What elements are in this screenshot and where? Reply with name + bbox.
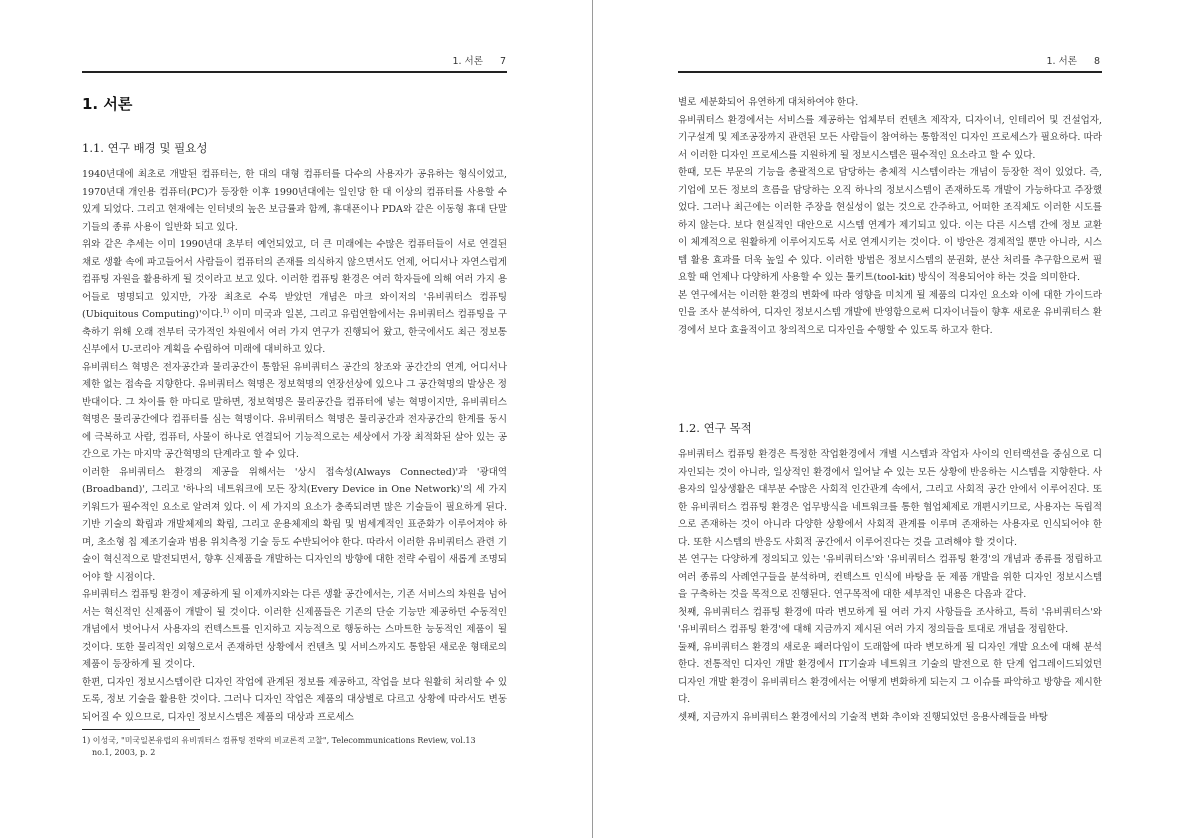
- paragraph-text: 위와 같은 추세는 이미 1990년대 초부터 예언되었고, 더 큰 미래에는 수많은 컴퓨터들이 서로 연결된 채로 생활 속에 파고들어서 사람들이 컴퓨터의 존재를 의식하지 않으면서도 언제, 어디서나 자연스럽게 컴퓨팅 자원을 활용하게 될 것이라고 보고 있다. 이러한 컴퓨팅 환경은 여러 학자들에 의해 여러 가지 용어들로 명명되고 있지만, 가장 최초로 수록 받았던 개념은 마크 와이저의 '유비쿼터스 컴퓨팅(Ubiquitous Computing)'이다.: [82, 239, 507, 320]
- page-number: 7: [499, 56, 506, 67]
- header-rule: [678, 71, 1102, 73]
- paragraph: 본 연구에서는 이러한 환경의 변화에 따라 영향을 미치게 될 제품의 디자인 요소와 이에 대한 가이드라인을 조사 분석하여, 디자인 정보시스템 개발에 반영함으로써 디자이너들이 향후 새로운 유비쿼터스 환경에서 보다 효율적이고 창의적으로 디자인을 수행할 수 있도록 하고자 한다.: [678, 289, 1102, 336]
- paragraph: 셋째, 지금까지 유비쿼터스 환경에서의 기술적 변화 추이와 진행되었던 응용사례들을 바탕: [678, 711, 1048, 723]
- page-number: 8: [1093, 56, 1100, 67]
- chapter-title: 1. 서론: [82, 95, 133, 113]
- paragraph: 1940년대에 최초로 개발된 컴퓨터는, 한 대의 대형 컴퓨터를 다수의 사용자가 공유하는 형식이었고, 1970년대 개인용 컴퓨터(PC)가 등장한 이후 1990년대에는 일인당 한 대 이상의 컴퓨터를 사용할 수 있게 되었다. 그리고 현재에는 인터넷의 높은 보급률과 함께, 휴대폰이나 PDA와 같은 이동형 휴대 단말기들의 종류 사용이 일반화 되고 있다.: [82, 169, 507, 233]
- left-page: [0, 0, 592, 838]
- paragraph: 유비쿼터스 혁명은 전자공간과 물리공간이 통합된 유비쿼터스 공간의 창조와 공간간의 연계, 어디서나 제한 없는 접속을 지향한다. 유비쿼터스 혁명은 정보혁명의 연장선상에 있으나 그 공간혁명의 발상은 정반대이다. 그 차이를 한 마디로 말하면, 정보혁명은 물리공간을 컴퓨터에 넣는 혁명이지만, 유비쿼터스 혁명은 물리공간에다 컴퓨터를 심는 혁명이다. 유비쿼터스 혁명은 물리공간과 전자공간의 한계를 동시에 극복하고 사람, 컴퓨터, 사물이 하나로 연결되어 기능적으로는 세상에서 가장 최적화된 살아 있는 공간으로 가는 마지막 공간혁명의 단계라고 할 수 있다.: [82, 361, 507, 460]
- footnote-reference[interactable]: 1): [222, 307, 230, 315]
- paragraph: 첫째, 유비쿼터스 컴퓨팅 환경에 따라 변모하게 될 여러 가지 사항들을 조사하고, 특히 '유비쿼터스'와 '유비쿼터스 컴퓨팅 환경'에 대해 지금까지 제시된 여러 가지 정의들을 토대로 개념을 정립한다.: [678, 606, 1102, 635]
- section-title: 1.1. 연구 배경 및 필요성: [82, 141, 208, 155]
- right-page: [594, 0, 1186, 838]
- running-head: [1046, 53, 1100, 67]
- paragraph: 유비쿼터스 컴퓨팅 환경은 특정한 작업환경에서 개별 시스템과 작업자 사이의 인터랙션을 중심으로 디자인되는 것이 아니라, 일상적인 환경에서 일어날 수 있는 모든 상황에 반응하는 시스템을 지향한다. 사용자의 일상생활은 대부분 수많은 사회적 인간관계 속에서, 그리고 사회적 공간 안에서 이루어진다. 또한 유비쿼터스 컴퓨팅 환경은 업무방식을 네트워크를 통한 협업체제로 개편시키므로, 사용자는 독립적으로 존재하는 것이 아니라 다양한 상황에서 사회적 관계를 이루며 존재하는 사용자로 인식되어야 한다. 또한 시스템의 반응도 사회적 공간에서 이루어진다는 것을 고려해야 할 것이다.: [678, 449, 1102, 548]
- footnote-line: 1) 이성국, "미국일본유럽의 유비쿼터스 컴퓨팅 전략의 비교론적 고찰", Telecommunications Review, vol.13: [82, 736, 476, 745]
- page-gutter: [592, 0, 593, 838]
- paragraph: 유비쿼터스 컴퓨팅 환경이 제공하게 될 이제까지와는 다른 생활 공간에서는, 기존 서비스의 차원을 넘어서는 혁신적인 신제품이 개발이 될 것이다. 이러한 신제품들은 기존의 단순 기능만 제공하던 수동적인 개념에서 벗어나서 사용자의 컨텍스트를 인지하고 지능적으로 행동하는 스마트한 능동적인 제품이 될 것이다. 또한 물리적인 외형으로서 존재하던 상황에서 컨텐츠 및 서비스까지도 통합된 새로운 형태로의 제품이 등장하게 될 것이다.: [82, 589, 507, 670]
- paragraph-text: 이미 미국과 일본, 그리고 유럽연합에서는 유비쿼터스 컴퓨팅을 구축하기 위해 오래 전부터 국가적인 차원에서 여러 가지 연구가 진행되어 왔고, 한국에서도 최근 정보통신부에서 U-코리아 계획을 수립하여 미래에 대비하고 있다.: [82, 309, 507, 355]
- paragraph: [82, 236, 507, 359]
- body-text: [678, 94, 1102, 339]
- footnote-rule: [82, 729, 200, 730]
- paragraph: 유비쿼터스 환경에서는 서비스를 제공하는 업체부터 컨텐츠 제작자, 디자이너, 인테리어 및 건설업자, 기구설계 및 제조공장까지 관련된 모든 사람들이 참여하는 통합적인 디자인 프로세스가 필요하다. 따라서 이러한 디자인 프로세스를 지원하게 될 정보시스템은 필수적인 요소라고 할 수 있다.: [678, 114, 1102, 161]
- header-rule: [82, 71, 507, 73]
- running-head: [452, 53, 506, 67]
- body-text: [678, 446, 1102, 726]
- footnote-line: no.1, 2003, p. 2: [92, 748, 156, 757]
- paragraph: 본 연구는 다양하게 정의되고 있는 '유비쿼터스'와 '유비쿼터스 컴퓨팅 환경'의 개념과 종류를 정립하고 여러 종류의 사례연구들을 분석하며, 컨텍스트 인식에 바탕을 둔 제품 개발을 위한 디자인 정보시스템을 구축하는 것을 목적으로 진행된다. 연구목적에 대한 세부적인 내용은 다음과 같다.: [678, 554, 1102, 600]
- running-head-section: 1. 서론: [452, 56, 483, 67]
- paragraph: 별로 세분화되어 유연하게 대처하여야 한다.: [678, 97, 859, 108]
- body-text: [82, 166, 507, 726]
- paragraph: 한편, 디자인 정보시스템이란 디자인 작업에 관계된 정보를 제공하고, 작업을 보다 원활히 처리할 수 있도록, 정보 기술을 활용한 것이다. 그러나 디자인 작업은 제품의 대상별로 다르고 상황에 따라서도 변동되어질 수 있으므로, 디자인 정보시스템은 제품의 대상과 프로세스: [82, 676, 507, 723]
- paragraph: 한때, 모든 부문의 기능을 총괄적으로 담당하는 총체적 시스템이라는 개념이 등장한 적이 있었다. 즉, 기업에 모든 정보의 흐름을 담당하는 오직 하나의 정보시스템이 존재하도록 개발이 가능하다고 주장했었다. 그러나 최근에는 이러한 주장을 현실성이 없는 것으로 간주하고, 어떠한 조직체도 이러한 시도를 하지 않는다. 보다 현실적인 대안으로 시스템 연계가 제기되고 있다. 이는 다른 시스템 간에 정보 교환이 체계적으로 원활하게 이루어지도록 서로 연계시키는 것이다. 이 방안은 경제적일 뿐만 아니라, 시스템 활용 효과를 더욱 높일 수 있다. 이러한 방법은 정보시스템의 분권화, 분산 처리를 추구함으로써 필요할 때 언제나 다양하게 사용할 수 있는 툴키트(tool-kit) 방식이 적용되어야 하는 것을 의미한다.: [678, 167, 1102, 283]
- paragraph: 이러한 유비쿼터스 환경의 제공을 위해서는 '상시 접속성(Always Connected)'과 '광대역(Broadband)', 그리고 '하나의 네트워크에 모든 장치(Every Device in One Network)'의 세 가지 키워드가 필수적인 요소로 알려져 있다. 이 세 가지의 요소가 충족되려면 많은 기술들이 필요하게 된다. 기반 기술의 확립과 개발체제의 확립, 그리고 운용체제의 확립 및 범세계적인 표준화가 이루어져야 하며, 초소형 칩 제조기술과 범용 위치측정 기술 등도 수반되어야 한다. 따라서 이러한 유비쿼터스 관련 기술이 혁신적으로 발전되면서, 향후 신제품을 개발하는 디자인의 방향에 대한 전략 수립이 새롭게 조명되어야 할 시점이다.: [82, 466, 507, 583]
- running-head-section: 1. 서론: [1046, 56, 1077, 67]
- paragraph: 둘째, 유비쿼터스 환경의 새로운 패러다임이 도래함에 따라 변모하게 될 디자인 개발 요소에 대해 분석한다. 전통적인 디자인 개발 환경에서 IT기술과 네트워크 기술의 발전으로 한 단계 업그레이드되었던 디자인 개발 환경이 유비쿼터스 환경에서는 어떻게 변화하게 되는지 그 이슈를 파악하고 방향을 제시한다.: [678, 641, 1102, 705]
- footnote: [82, 735, 507, 759]
- section-title: 1.2. 연구 목적: [678, 421, 752, 435]
